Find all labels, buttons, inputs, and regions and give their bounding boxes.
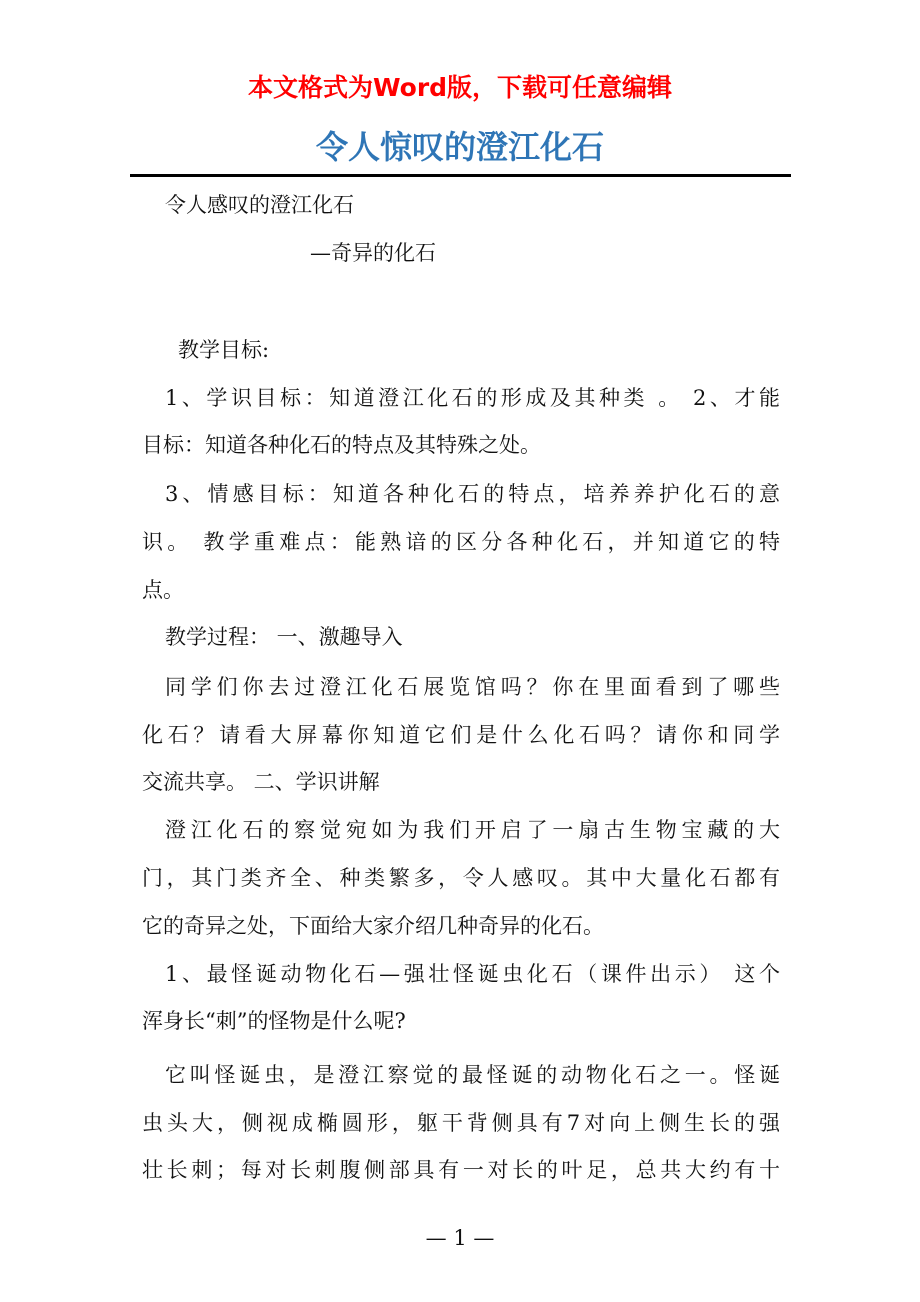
paragraph-line: 它的奇异之处，下面给大家介绍几种奇异的化石。 <box>142 914 604 938</box>
subtitle-line: 令人感叹的澄江化石 <box>165 193 354 217</box>
paragraph-line: 目标：知道各种化石的特点及其特殊之处。 <box>142 433 541 457</box>
page-number: — 1 — <box>425 1226 495 1250</box>
paragraph-line: 识。 教学重难点：能熟谙的区分各种化石，并知道它的特 <box>142 530 780 554</box>
paragraph-line: 交流共享。 二、学识讲解 <box>142 770 380 794</box>
paragraph-line: 门，其门类齐全、种类繁多，令人感叹。其中大量化石都有 <box>142 866 780 890</box>
paragraph-line: 1、学识目标：知道澄江化石的形成及其种类 。 2、才能 <box>165 386 780 410</box>
subtitle-secondary: —奇异的化石 <box>310 241 436 265</box>
paragraph-line: 浑身长“刺”的怪物是什么呢? <box>142 1009 406 1033</box>
paragraph-line: 它叫怪诞虫，是澄江察觉的最怪诞的动物化石之一。怪诞 <box>165 1063 780 1087</box>
paragraph-line: 壮长刺；每对长刺腹侧部具有一对长的叶足，总共大约有十 <box>142 1158 780 1182</box>
paragraph-line: 澄江化石的察觉宛如为我们开启了一扇古生物宝藏的大 <box>165 818 780 842</box>
paragraph-line: 3、情感目标：知道各种化石的特点，培养养护化石的意 <box>165 482 780 506</box>
paragraph-line: 同学们你去过澄江化石展览馆吗？你在里面看到了哪些 <box>165 675 780 699</box>
paragraph-line: 1、最怪诞动物化石—强壮怪诞虫化石（课件出示） 这个 <box>165 962 780 986</box>
paragraph-line: 虫头大，侧视成椭圆形，躯干背侧具有7对向上侧生长的强 <box>142 1111 780 1135</box>
header-divider <box>130 174 791 177</box>
paragraph-line: 点。 <box>142 578 184 602</box>
document-title: 令人惊叹的澄江化石 <box>315 128 604 166</box>
paragraph-line: 教学过程： 一、激趣导入 <box>165 625 403 649</box>
paragraph-line: 化石？请看大屏幕你知道它们是什么化石吗？请你和同学 <box>142 723 780 747</box>
word-format-banner: 本文格式为Word版，下载可任意编辑 <box>247 73 673 102</box>
section-heading: 教学目标: <box>178 338 270 362</box>
